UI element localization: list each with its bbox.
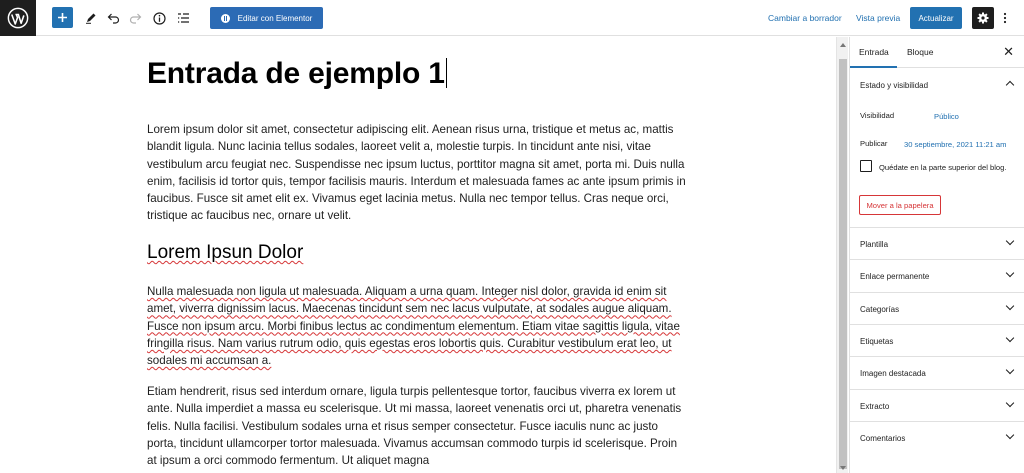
switch-to-draft-button[interactable]: Cambiar a borrador — [768, 13, 842, 23]
panel-featured-image-title: Imagen destacada — [860, 369, 926, 378]
edit-with-elementor-label: Editar con Elementor — [237, 13, 313, 23]
panel-categories[interactable] — [850, 292, 1024, 324]
move-to-trash-button[interactable] — [859, 195, 941, 215]
redo-button[interactable] — [124, 6, 146, 30]
add-block-button[interactable] — [52, 7, 73, 28]
panel-excerpt[interactable] — [850, 389, 1024, 421]
post-title-field[interactable] — [147, 57, 447, 91]
chevron-down-icon — [1006, 302, 1014, 310]
settings-sidebar — [849, 37, 1024, 473]
chevron-down-icon — [1006, 237, 1014, 245]
move-to-trash-label: Mover a la papelera — [866, 200, 934, 210]
wordpress-logo-icon — [7, 7, 29, 29]
elementor-icon — [221, 14, 230, 23]
panel-comments-title: Comentarios — [860, 434, 906, 443]
visibility-value-link[interactable]: Público — [934, 112, 959, 121]
visibility-label: Visibilidad — [860, 111, 895, 120]
tab-block[interactable]: Bloque — [907, 47, 934, 57]
chevron-down-icon — [1006, 334, 1014, 342]
undo-button[interactable] — [102, 6, 124, 30]
editor-header — [0, 0, 1024, 36]
chevron-up-icon[interactable] — [1006, 81, 1014, 89]
paragraph-block-1[interactable]: Lorem ipsum dolor sit amet, consectetur adipiscing elit. Aenean risus urna, tristique et metus ac, mattis blandit ligula. Nunc lacinia tellus sodales, laoreet velit a, molestie turpis. In tincidunt ante nisi, vitae vestibulum arcu feugiat nec. Suspendisse nec ipsum luctus, porttitor magna sit amet, porta mi. Duis nulla enim, facilisis id tortor quis, tempor facilisis mauris. Interdum et malesuada fames ac ante ipsum primis in faucibus. Fusce sit amet elit ex. Vivamus eget lacinia metus. Nulla nec tempor tellus. Cras neque orci, tristique ac faucibus nec, ornare ut velit. — [147, 123, 686, 223]
close-sidebar-icon[interactable]: ✕ — [1003, 44, 1014, 59]
heading-block[interactable] — [147, 242, 303, 264]
paragraph-block-2[interactable] — [147, 283, 687, 369]
chevron-down-icon — [1006, 431, 1014, 439]
panel-template-title: Plantilla — [860, 240, 889, 249]
status-visibility-title[interactable]: Estado y visibilidad — [860, 81, 929, 90]
post-title-text: Entrada de ejemplo 1 — [147, 57, 445, 90]
editor-canvas — [0, 37, 836, 473]
panel-template[interactable] — [850, 227, 1024, 259]
panel-excerpt-title: Extracto — [860, 402, 890, 411]
settings-button[interactable] — [972, 7, 994, 29]
list-view-icon — [177, 12, 190, 24]
more-options-button[interactable] — [998, 6, 1012, 30]
scroll-down-arrow-icon[interactable] — [840, 466, 846, 470]
paragraph-block-3[interactable]: Etiam hendrerit, risus sed interdum ornare, ligula turpis pellentesque tortor, faucibus viverra ex lorem ut ante. Nulla imperdiet a massa eu scelerisque. Ut mi massa, laoreet venenatis orci ut, pharetra venenatis felis. Nulla facilisi. Vestibulum sodales urna et risus semper consectetur. Fusce iaculis nunc ac justo porta, tincidunt ullamcorper tortor malesuada. Vivamus accumsan commodo turpis id scelerisque. Proin at ipsum a orci commodo fermentum. Ut aliquet magna — [147, 385, 682, 468]
pencil-icon — [85, 12, 97, 24]
details-button[interactable] — [148, 6, 170, 30]
panel-featured-image[interactable] — [850, 356, 1024, 388]
redo-icon — [129, 12, 142, 24]
wordpress-logo-button[interactable] — [0, 0, 36, 36]
more-vertical-icon — [1003, 12, 1007, 24]
list-view-button[interactable] — [172, 6, 194, 30]
plus-icon — [57, 12, 68, 23]
publish-date-label: Publicar — [860, 139, 888, 148]
chevron-down-icon — [1006, 399, 1014, 407]
chevron-down-icon — [1006, 366, 1014, 374]
panel-categories-title: Categorías — [860, 305, 900, 314]
chevron-down-icon — [1006, 269, 1014, 277]
active-tab-indicator — [850, 66, 897, 68]
edit-with-elementor-button[interactable] — [210, 7, 323, 29]
sticky-label: Quédate en la parte superior del blog. — [879, 163, 1007, 172]
text-caret — [446, 58, 447, 88]
editor-scrollbar[interactable] — [836, 37, 848, 473]
panel-permalink[interactable] — [850, 259, 1024, 291]
undo-icon — [107, 12, 120, 24]
scrollbar-thumb[interactable] — [839, 59, 847, 469]
tools-button[interactable] — [80, 6, 102, 30]
update-button-label: Actualizar — [918, 13, 954, 23]
panel-tags-title: Etiquetas — [860, 337, 894, 346]
update-button[interactable] — [910, 7, 962, 29]
paragraph-2-text: Nulla malesuada non ligula ut malesuada. Aliquam a urna quam. Integer nisl dolor, gravida id enim sit amet, viverra dignissim lacus. Maecenas tincidunt sem nec lacus vulputate, at sodales augue aliquam. Fusce non ipsum arcu. Morbi finibus lectus ac condimentum elementum. Etiam vitae sagittis ligula, vitae fringilla risus. Nam varius rutrum odio, quis egestas eros lobortis quis. Curabitur vestibulum erat leo, ut sodales mi accumsan a. — [147, 285, 680, 368]
sidebar-tabs — [850, 37, 1024, 68]
info-icon — [153, 12, 166, 25]
heading-text: Lorem Ipsun Dolor — [147, 242, 304, 263]
gear-icon — [977, 12, 989, 24]
panel-permalink-title: Enlace permanente — [860, 272, 930, 281]
tab-post[interactable]: Entrada — [859, 47, 889, 57]
panel-comments[interactable] — [850, 421, 1024, 453]
publish-date-link[interactable]: 30 septiembre, 2021 11:21 am — [904, 140, 1007, 149]
scroll-up-arrow-icon[interactable] — [840, 43, 846, 47]
preview-button[interactable]: Vista previa — [856, 13, 901, 23]
panel-tags[interactable] — [850, 324, 1024, 356]
